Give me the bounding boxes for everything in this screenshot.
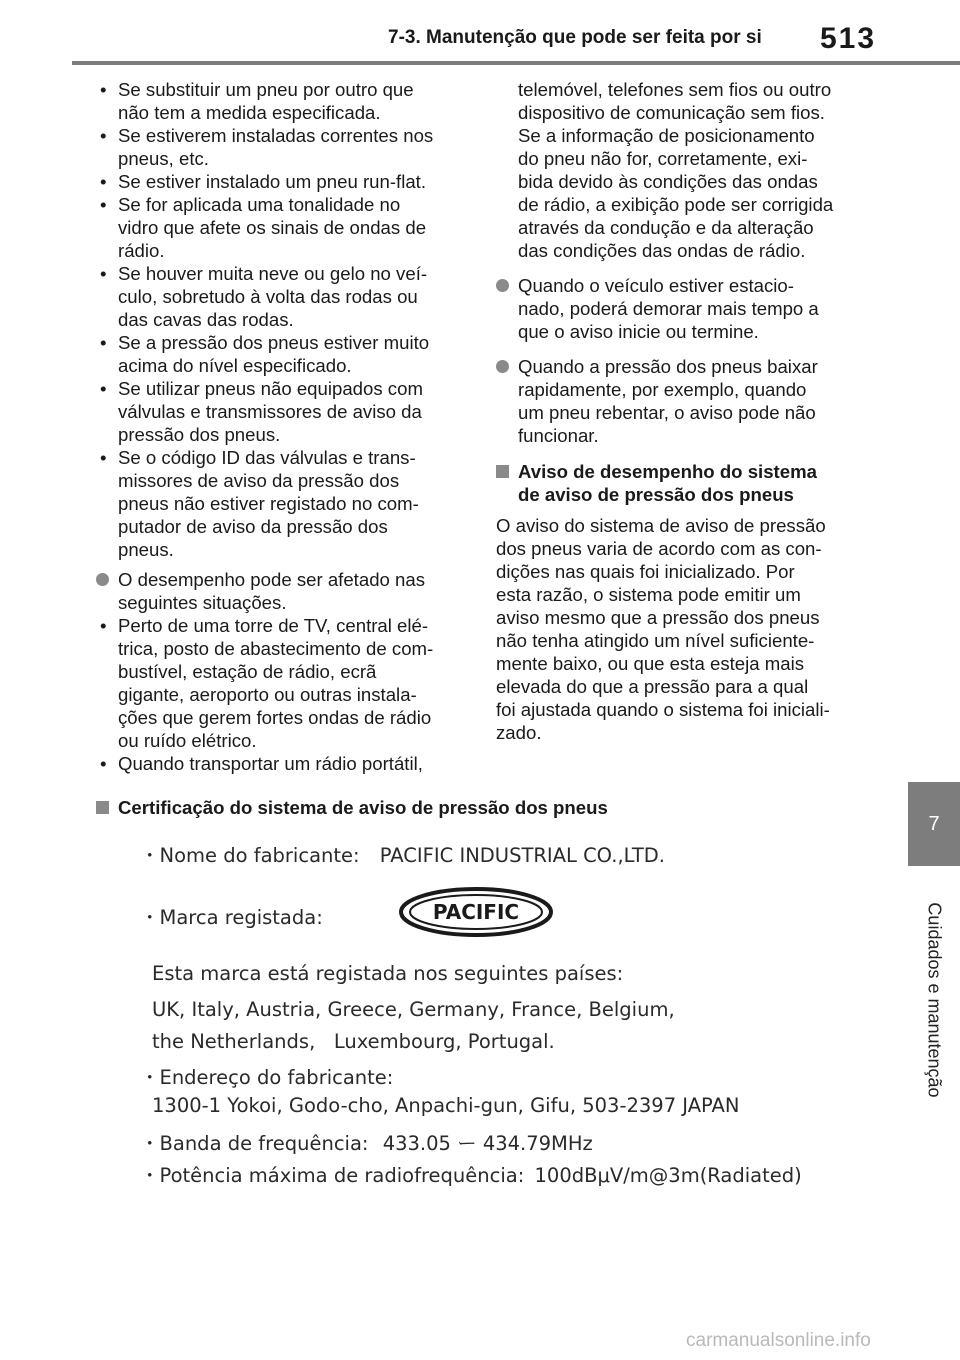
bullet-item	[96, 446, 476, 561]
square-marker-icon	[496, 465, 509, 478]
bullet-line: Perto de uma torre de TV, central elé-	[118, 615, 429, 636]
bullet-line: acima do nível especificado.	[118, 355, 352, 376]
bullet-line: pneus.	[118, 539, 174, 560]
text-line: dições nas quais foi inicializado. Por	[496, 561, 795, 582]
address-value: 1300-1 Yokoi, Godo-cho, Anpachi-gun, Gifu, 503-2397 JAPAN	[152, 1094, 740, 1117]
bullet-line: missores de aviso da pressão dos	[118, 470, 400, 491]
bullet-line: pressão dos pneus.	[118, 424, 281, 445]
bullet-item	[96, 752, 476, 775]
text-line: O desempenho pode ser afetado nas	[118, 569, 426, 590]
bullet-line: gigante, aeroporto ou outras instala-	[118, 684, 417, 705]
text-line: dispositivo de comunicação sem fios.	[518, 102, 825, 123]
text-line: que o aviso inicie ou termine.	[518, 321, 759, 342]
bullet-line: pneus não estiver registado no com-	[118, 493, 419, 514]
bullet-line: Se houver muita neve ou gelo no veí-	[118, 263, 428, 284]
bullet-item	[96, 331, 476, 377]
bullet-item	[96, 262, 476, 331]
bullet-item	[96, 78, 476, 124]
bullet-line: bustível, estação de rádio, ecrã	[118, 661, 377, 682]
bullet-line: não tem a medida especificada.	[118, 102, 381, 123]
text-line: seguintes situações.	[118, 592, 287, 613]
bullet-line: Se for aplicada uma tonalidade no	[118, 194, 401, 215]
bullet-line: Quando transportar um rádio portátil,	[118, 753, 423, 774]
bullet-icon: •	[100, 263, 107, 284]
text-line: não tenha atingido um nível suficiente-	[496, 630, 815, 651]
circle-marker-icon	[96, 573, 109, 586]
text-line: dos pneus varia de acordo com as con-	[496, 538, 822, 559]
text-line: de rádio, a exibição pode ser corrigida	[518, 194, 834, 215]
band-value: 433.05 ー 434.79MHz	[382, 1132, 593, 1155]
text-line: funcionar.	[518, 425, 599, 446]
text-line: um pneu rebentar, o aviso pode não	[518, 402, 816, 423]
bullet-item	[96, 614, 476, 752]
text-line: zado.	[496, 722, 542, 743]
square-marker-icon	[96, 801, 109, 814]
bullet-line: válvulas e transmissores de aviso da	[118, 401, 422, 422]
text-line: bida devido às condições das ondas	[518, 171, 818, 192]
bullet-item	[96, 124, 476, 170]
section-title: 7-3. Manutenção que pode ser feita por si	[388, 27, 762, 48]
bullet-list	[96, 614, 476, 775]
logo-text: PACIFIC	[432, 900, 520, 924]
bullet-line: Se estiver instalado um pneu run-flat.	[118, 171, 426, 192]
page-number: 513	[820, 22, 877, 55]
bullet-line: Se estiverem instaladas correntes nos	[118, 125, 434, 146]
circle-marker-icon	[496, 279, 509, 292]
bullet-line: Se a pressão dos pneus estiver muito	[118, 332, 430, 353]
circle-marker-icon	[496, 360, 509, 373]
text-line: O aviso do sistema de aviso de pressão	[496, 515, 826, 536]
heading-line: Aviso de desempenho do sistema	[518, 461, 817, 482]
bullet-list	[96, 78, 476, 561]
chapter-tab[interactable]	[908, 782, 960, 866]
circle-item	[496, 355, 868, 447]
bullet-line: rádio.	[118, 240, 165, 261]
bullet-item	[96, 193, 476, 262]
bullet-icon: •	[100, 125, 107, 146]
circle-item	[96, 568, 476, 614]
watermark: carmanualsonline.info	[686, 1330, 871, 1351]
text-line: telemóvel, telefones sem fios ou outro	[518, 79, 832, 100]
chapter-label: Cuidados e manutenção	[924, 902, 945, 1098]
bullet-line: Se o código ID das válvulas e trans-	[118, 447, 416, 468]
text-line: Se a informação de posicionamento	[518, 125, 815, 146]
power-value: 100dBμV/m@3m(Radiated)	[534, 1164, 802, 1187]
text-line: mente baixo, ou que esta esteja mais	[496, 653, 805, 674]
text-line: elevada do que a pressão para a qual	[496, 676, 809, 697]
trademark-label: ・Marca registada:	[140, 906, 323, 929]
text-line: Quando o veículo estiver estacio-	[518, 275, 794, 296]
circle-item	[496, 274, 868, 343]
text-line: aviso mesmo que a pressão dos pneus	[496, 607, 820, 628]
power-label: ・Potência máxima de radiofrequência:	[140, 1164, 525, 1187]
text-line: através da condução e da alteração	[518, 217, 814, 238]
bullet-line: ções que gerem fortes ondas de rádio	[118, 707, 432, 728]
bullet-line: Se utilizar pneus não equipados com	[118, 378, 423, 399]
text-line: foi ajustada quando o sistema foi iniciali-	[496, 699, 830, 720]
chapter-number: 7	[928, 812, 940, 835]
header-rule	[72, 61, 960, 65]
section-heading	[496, 460, 868, 506]
bullet-item	[96, 170, 476, 193]
countries-intro: Esta marca está registada nos seguintes países:	[152, 962, 624, 985]
bullet-line: das cavas das rodas.	[118, 309, 294, 330]
text-line: rapidamente, por exemplo, quando	[518, 379, 807, 400]
bullet-icon: •	[100, 194, 107, 215]
bullet-item	[96, 377, 476, 446]
bullet-icon: •	[100, 171, 107, 192]
text-line: do pneu não for, corretamente, exi-	[518, 148, 808, 169]
bullet-icon: •	[100, 753, 107, 774]
pacific-logo	[398, 886, 554, 938]
bullet-line: culo, sobretudo à volta das rodas ou	[118, 286, 418, 307]
bullet-icon: •	[100, 447, 107, 468]
address-label: ・Endereço do fabricante:	[140, 1066, 394, 1089]
text-line: das condições das ondas de rádio.	[518, 240, 806, 261]
bullet-line: putador de aviso da pressão dos	[118, 516, 388, 537]
countries-line: the Netherlands, Luxembourg, Portugal.	[152, 1030, 555, 1053]
heading-line: de aviso de pressão dos pneus	[518, 484, 794, 505]
bullet-line: vidro que afete os sinais de ondas de	[118, 217, 427, 238]
bullet-line: ou ruído elétrico.	[118, 730, 257, 751]
bullet-line: Se substituir um pneu por outro que	[118, 79, 414, 100]
bullet-icon: •	[100, 615, 107, 636]
bullet-icon: •	[100, 79, 107, 100]
bullet-icon: •	[100, 332, 107, 353]
right-column	[496, 78, 868, 744]
certification-heading: Certificação do sistema de aviso de pressão dos pneus	[96, 796, 918, 819]
manufacturer-label: ・Nome do fabricante:	[140, 844, 360, 867]
countries-line: UK, Italy, Austria, Greece, Germany, France, Belgium,	[152, 998, 675, 1021]
bullet-line: trica, posto de abastecimento de com-	[118, 638, 434, 659]
text-line: esta razão, o sistema pode emitir um	[496, 584, 801, 605]
paragraph	[496, 514, 868, 744]
bullet-line: pneus, etc.	[118, 148, 209, 169]
text-line: nado, poderá demorar mais tempo a	[518, 298, 819, 319]
continued-text	[496, 78, 868, 262]
text-line: Quando a pressão dos pneus baixar	[518, 356, 818, 377]
manufacturer-value: PACIFIC INDUSTRIAL CO.,LTD.	[379, 844, 665, 867]
left-column	[96, 78, 476, 775]
bullet-icon: •	[100, 378, 107, 399]
band-label: ・Banda de frequência:	[140, 1132, 369, 1155]
